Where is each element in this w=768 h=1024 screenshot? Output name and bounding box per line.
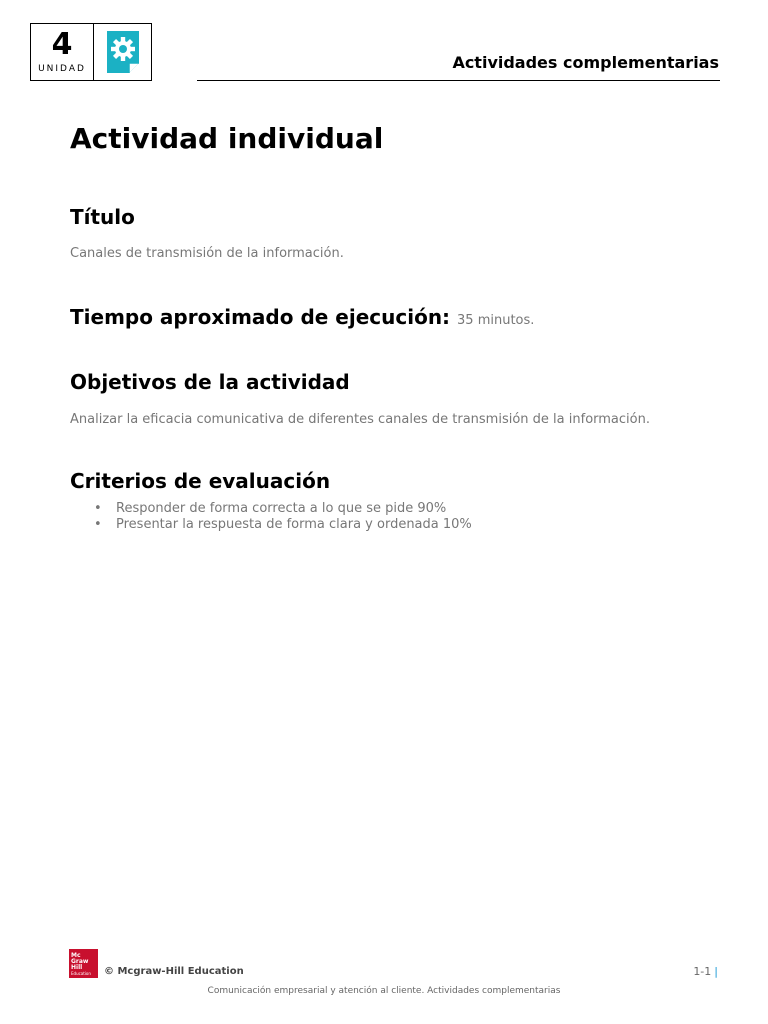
unit-number: 4 [51,27,73,62]
page-title: Actividad individual [70,122,384,155]
page-number-text: 1-1 [693,965,712,978]
tiempo-label: Tiempo aproximado de ejecución: [70,305,451,329]
titulo-heading: Título [70,205,135,229]
svg-text:Hill: Hill [71,964,83,971]
objetivos-text: Analizar la eficacia comunicativa de diferentes canales de transmisión de la información. [70,412,650,427]
bullet-icon: • [94,501,102,516]
footer-copyright: © Mcgraw-Hill Education [104,966,244,977]
footer-course-title: Comunicación empresarial y atención al cliente. Actividades complementarias [207,986,561,996]
tiempo-value: 35 minutos. [457,313,535,328]
unit-number-cell [31,24,94,80]
unit-icon-cell [94,24,151,80]
header-title: Actividades complementarias [452,53,719,72]
svg-text:Graw: Graw [71,958,89,965]
header-divider [197,80,720,81]
page-number [693,965,718,978]
gear-document-icon [106,30,140,74]
list-item [70,517,472,533]
unit-badge [30,23,152,81]
criterios-list [70,501,472,533]
criterios-heading: Criterios de evaluación [70,469,331,493]
svg-text:Education: Education [71,971,91,976]
criterio-text: Responder de forma correcta a lo que se pide 90% [116,501,447,516]
unit-label: UNIDAD [38,64,86,74]
bullet-icon: • [94,517,102,532]
list-item [70,501,472,517]
objetivos-heading: Objetivos de la actividad [70,370,350,394]
page-separator: | [714,965,718,978]
tiempo-heading [70,305,534,329]
mcgraw-hill-logo [69,949,98,978]
titulo-text: Canales de transmisión de la información. [70,246,344,261]
svg-text:Mc: Mc [71,952,81,959]
criterio-text: Presentar la respuesta de forma clara y ordenada 10% [116,517,472,532]
